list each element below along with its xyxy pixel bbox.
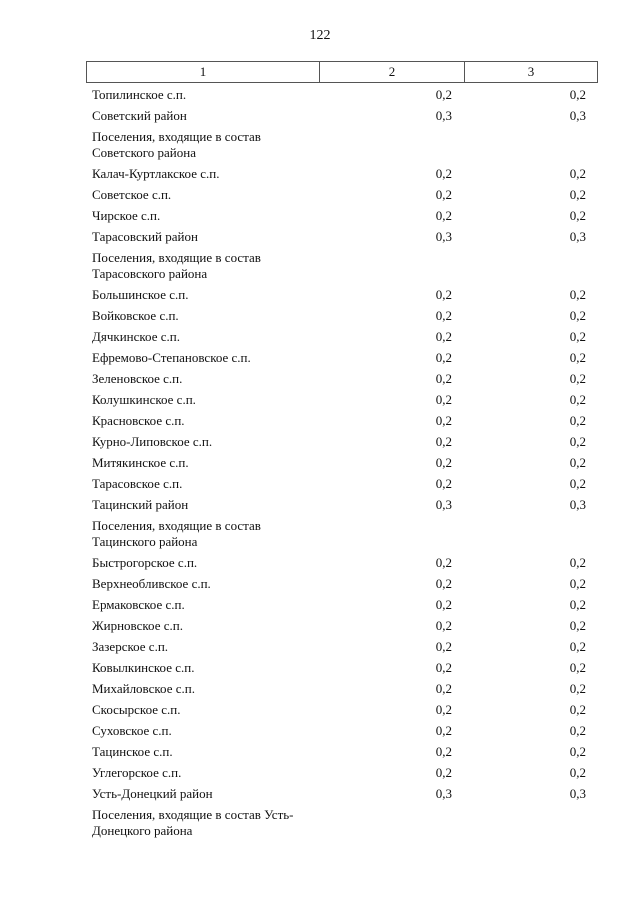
row-value-col2: 0,2	[435, 392, 452, 407]
row-value-col2: 0,2	[435, 576, 452, 591]
table-row	[86, 185, 598, 206]
table-row	[86, 106, 598, 127]
table-row	[86, 700, 598, 721]
table-row	[86, 616, 598, 637]
row-name: Митякинское с.п.	[92, 455, 189, 470]
row-value-col3: 0,2	[569, 681, 586, 696]
table-row	[86, 721, 598, 742]
row-name: Калач-Куртлакское с.п.	[92, 166, 220, 181]
row-name: Поселения, входящие в состав Тарасовского района	[92, 250, 261, 281]
table-header	[86, 61, 598, 83]
row-name: Верхнеобливское с.п.	[92, 576, 211, 591]
row-value-col3: 0,2	[569, 329, 586, 344]
row-value-col2: 0,2	[435, 350, 452, 365]
row-name: Дячкинское с.п.	[92, 329, 180, 344]
row-value-col2: 0,2	[435, 597, 452, 612]
table-row	[86, 369, 598, 390]
row-value-col2: 0,2	[435, 723, 452, 738]
table-body	[86, 85, 598, 842]
row-value-col2: 0,2	[435, 208, 452, 223]
row-value-col3: 0,2	[569, 371, 586, 386]
table-row	[86, 127, 598, 164]
row-value-col2: 0,3	[435, 108, 452, 123]
row-value-col2: 0,2	[435, 618, 452, 633]
table-row	[86, 411, 598, 432]
row-value-col2: 0,3	[435, 497, 452, 512]
column-header-3: 3	[527, 64, 535, 79]
row-value-col3: 0,2	[569, 87, 586, 102]
row-name: Зазерское с.п.	[92, 639, 169, 654]
row-value-col2: 0,2	[435, 455, 452, 470]
table-row	[86, 516, 598, 553]
row-value-col3: 0,2	[569, 308, 586, 323]
row-value-col3: 0,2	[569, 187, 586, 202]
row-name: Советский район	[92, 108, 187, 123]
table-row	[86, 85, 598, 106]
row-value-col2: 0,3	[435, 229, 452, 244]
row-name: Жирновское с.п.	[92, 618, 183, 633]
row-value-col3: 0,2	[569, 660, 586, 675]
row-value-col2: 0,2	[435, 87, 452, 102]
table-row	[86, 553, 598, 574]
row-value-col2: 0,2	[435, 329, 452, 344]
row-value-col3: 0,2	[569, 413, 586, 428]
row-value-col3: 0,2	[569, 765, 586, 780]
row-value-col3: 0,2	[569, 287, 586, 302]
table-row	[86, 206, 598, 227]
row-value-col3: 0,2	[569, 476, 586, 491]
table-row	[86, 658, 598, 679]
row-value-col2: 0,2	[435, 702, 452, 717]
table-row	[86, 784, 598, 805]
row-name: Тацинский район	[92, 497, 189, 512]
row-value-col3: 0,2	[569, 618, 586, 633]
column-header-1: 1	[87, 62, 320, 82]
column-header-2: 2	[320, 62, 465, 82]
row-value-col3: 0,2	[569, 555, 586, 570]
row-name: Ермаковское с.п.	[92, 597, 185, 612]
row-name: Ковылкинское с.п.	[92, 660, 195, 675]
row-value-col3: 0,3	[569, 497, 586, 512]
row-value-col2: 0,2	[435, 187, 452, 202]
row-value-col3: 0,2	[569, 744, 586, 759]
row-name: Ефремово-Степановское с.п.	[92, 350, 251, 365]
table-row	[86, 595, 598, 616]
table-row	[86, 285, 598, 306]
row-value-col3: 0,3	[569, 786, 586, 801]
row-name: Зеленовское с.п.	[92, 371, 183, 386]
table-row	[86, 742, 598, 763]
row-name: Тарасовский район	[92, 229, 198, 244]
row-name: Поселения, входящие в состав Советского района	[92, 129, 261, 160]
table-row	[86, 453, 598, 474]
row-name: Чирское с.п.	[92, 208, 161, 223]
row-value-col3: 0,3	[569, 229, 586, 244]
row-value-col2: 0,2	[435, 660, 452, 675]
row-name: Колушкинское с.п.	[92, 392, 196, 407]
row-name: Поселения, входящие в состав Усть-Донецкого района	[92, 807, 294, 838]
row-value-col2: 0,2	[435, 681, 452, 696]
table-row	[86, 348, 598, 369]
table-row	[86, 495, 598, 516]
row-name: Михайловское с.п.	[92, 681, 195, 696]
row-name: Топилинское с.п.	[92, 87, 187, 102]
row-name: Тарасовское с.п.	[92, 476, 183, 491]
table-row	[86, 306, 598, 327]
row-value-col3: 0,2	[569, 639, 586, 654]
row-name: Курно-Липовское с.п.	[92, 434, 213, 449]
row-value-col2: 0,2	[435, 287, 452, 302]
row-name: Большинское с.п.	[92, 287, 189, 302]
row-name: Поселения, входящие в состав Тацинского района	[92, 518, 261, 549]
row-value-col2: 0,2	[435, 744, 452, 759]
row-value-col3: 0,3	[569, 108, 586, 123]
row-name: Войковское с.п.	[92, 308, 179, 323]
row-value-col2: 0,2	[435, 413, 452, 428]
row-value-col2: 0,2	[435, 639, 452, 654]
row-value-col3: 0,2	[569, 208, 586, 223]
table-row	[86, 432, 598, 453]
table-row	[86, 248, 598, 285]
page-number: 122	[309, 28, 331, 43]
row-value-col3: 0,2	[569, 350, 586, 365]
row-value-col3: 0,2	[569, 392, 586, 407]
table-row	[86, 679, 598, 700]
row-value-col2: 0,2	[435, 555, 452, 570]
row-name: Советское с.п.	[92, 187, 172, 202]
row-value-col3: 0,2	[569, 576, 586, 591]
row-name: Тацинское с.п.	[92, 744, 173, 759]
row-value-col2: 0,2	[435, 371, 452, 386]
table-row	[86, 164, 598, 185]
table-row	[86, 805, 598, 842]
row-value-col2: 0,2	[435, 765, 452, 780]
row-value-col3: 0,2	[569, 434, 586, 449]
row-value-col2: 0,2	[435, 476, 452, 491]
table-row	[86, 574, 598, 595]
table-row	[86, 763, 598, 784]
row-value-col3: 0,2	[569, 723, 586, 738]
row-name: Скосырское с.п.	[92, 702, 181, 717]
row-name: Углегорское с.п.	[92, 765, 182, 780]
table-row	[86, 474, 598, 495]
row-value-col3: 0,2	[569, 597, 586, 612]
row-name: Усть-Донецкий район	[92, 786, 213, 801]
row-value-col2: 0,2	[435, 166, 452, 181]
row-value-col2: 0,2	[435, 434, 452, 449]
row-value-col3: 0,2	[569, 455, 586, 470]
table-row	[86, 227, 598, 248]
table-row	[86, 390, 598, 411]
row-name: Суховское с.п.	[92, 723, 172, 738]
row-name: Быстрогорское с.п.	[92, 555, 198, 570]
table-row	[86, 637, 598, 658]
row-value-col2: 0,2	[435, 308, 452, 323]
row-value-col3: 0,2	[569, 702, 586, 717]
table-row	[86, 327, 598, 348]
row-value-col3: 0,2	[569, 166, 586, 181]
row-name: Красновское с.п.	[92, 413, 185, 428]
row-value-col2: 0,3	[435, 786, 452, 801]
